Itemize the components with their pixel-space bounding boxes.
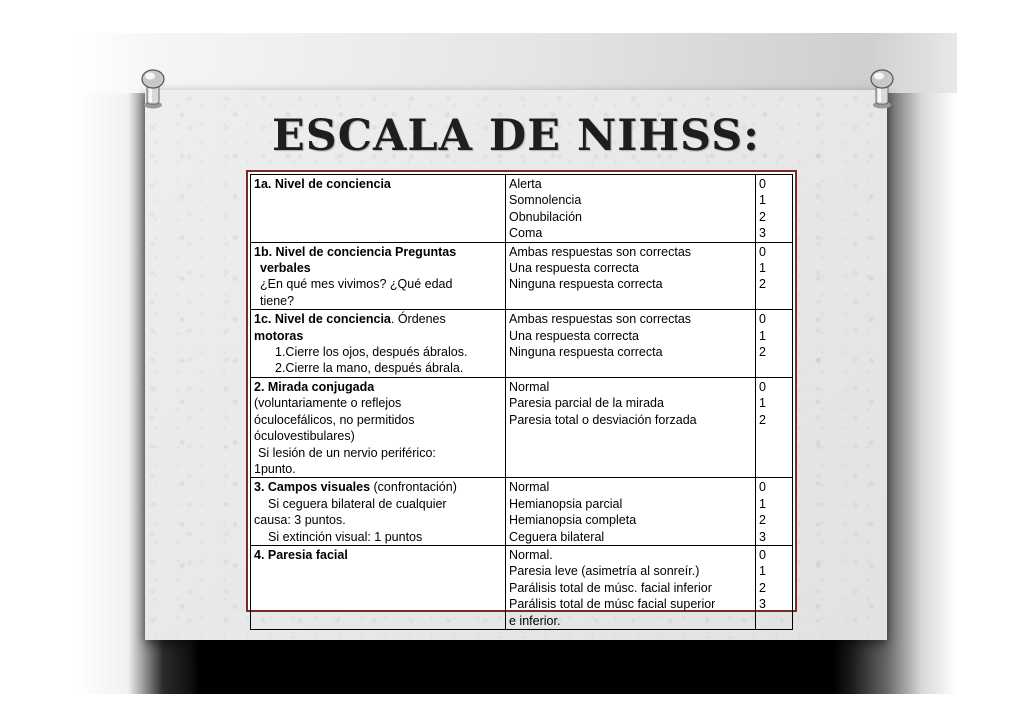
item-text: verbales (260, 261, 311, 276)
item-text: tiene? (260, 293, 295, 308)
score-text: 2 (759, 580, 766, 595)
score-cell (756, 377, 793, 477)
item-text: óculocefálicos, no permitidos (254, 412, 415, 427)
response-text: Ambas respuestas son correctas (509, 312, 692, 327)
response-text: e inferior. (509, 613, 561, 628)
item-cell (251, 310, 506, 378)
table-row (251, 377, 793, 477)
score-text: 0 (759, 547, 766, 562)
score-text: 1 (759, 396, 766, 411)
response-cell (506, 545, 756, 629)
item-text: (voluntariamente o reflejos (254, 396, 402, 411)
slide-title: ESCALA DE NIHSS: (271, 111, 761, 161)
response-cell (506, 242, 756, 310)
score-cell (756, 175, 793, 243)
item-text: Si ceguera bilateral de cualquier (268, 496, 447, 511)
response-text: Parálisis total de músc. facial inferior (509, 580, 712, 595)
response-cell (506, 478, 756, 546)
slide-background-top (75, 33, 957, 93)
item-text: 1a. Nivel de conciencia (254, 177, 391, 191)
response-text: Paresia total o desviación forzada (509, 412, 697, 427)
nihss-table (250, 174, 793, 630)
response-text: Normal (509, 480, 550, 495)
table-row (251, 545, 793, 629)
score-text: 2 (759, 412, 766, 427)
score-cell (756, 545, 793, 629)
response-text: Normal (509, 379, 550, 394)
score-text: 1 (759, 496, 766, 511)
response-cell (506, 175, 756, 243)
response-cell (506, 377, 756, 477)
score-text: 0 (759, 480, 766, 495)
score-text: 1 (759, 193, 766, 208)
score-text: 0 (759, 312, 766, 327)
item-text: 2. Mirada conjugada (254, 379, 375, 394)
response-text: Coma (509, 226, 543, 241)
item-text: 1b. Nivel de conciencia Preguntas (254, 244, 457, 259)
table-row (251, 175, 793, 243)
score-text: 1 (759, 564, 766, 579)
score-text: 3 (759, 597, 766, 612)
item-text: 1.Cierre los ojos, después ábralos. (275, 345, 468, 360)
item-cell (251, 175, 506, 243)
score-text: 0 (759, 244, 766, 259)
score-text: 2 (759, 345, 766, 360)
response-text: Somnolencia (509, 193, 582, 208)
pushpin-left-icon (137, 68, 169, 110)
score-text: 0 (759, 177, 766, 191)
item-text: causa: 3 puntos. (254, 513, 346, 528)
score-text: 1 (759, 328, 766, 343)
response-text: Una respuesta correcta (509, 328, 639, 343)
score-cell (756, 310, 793, 378)
item-text: Si extinción visual: 1 puntos (268, 529, 423, 544)
score-text: 3 (759, 226, 766, 241)
response-text: Alerta (509, 177, 542, 191)
response-text: Paresia leve (asimetría al sonreír.) (509, 564, 700, 579)
table-row (251, 478, 793, 546)
item-cell (251, 377, 506, 477)
response-text: Hemianopsia completa (509, 513, 637, 528)
response-text: Paresia parcial de la mirada (509, 396, 664, 411)
response-text: Ninguna respuesta correcta (509, 277, 663, 292)
score-text: 0 (759, 379, 766, 394)
item-cell (251, 545, 506, 629)
item-text: 3. Campos visuales (254, 480, 371, 495)
score-text: 2 (759, 209, 766, 224)
item-cell (251, 242, 506, 310)
item-text: motoras (254, 328, 304, 343)
item-text: (confrontación) (370, 480, 457, 495)
table-row (251, 242, 793, 310)
response-text: Hemianopsia parcial (509, 496, 623, 511)
response-text: Ceguera bilateral (509, 529, 605, 544)
score-cell (756, 242, 793, 310)
item-text: 1punto. (254, 461, 296, 476)
score-cell (756, 478, 793, 546)
item-text: ¿En qué mes vivimos? ¿Qué edad (260, 277, 453, 292)
item-text: . Órdenes (390, 312, 446, 327)
item-cell (251, 478, 506, 546)
pushpin-right-icon (866, 68, 898, 110)
item-text: 2.Cierre la mano, después ábrala. (275, 361, 464, 376)
table-row (251, 310, 793, 378)
response-text: Una respuesta correcta (509, 261, 639, 276)
item-text: 4. Paresia facial (254, 547, 348, 562)
score-text: 3 (759, 529, 766, 544)
response-text: Parálisis total de músc facial superior (509, 597, 716, 612)
response-text: Normal. (509, 547, 553, 562)
response-cell (506, 310, 756, 378)
response-text: Ambas respuestas son correctas (509, 244, 692, 259)
item-text: Si lesión de un nervio periférico: (258, 445, 436, 460)
score-text: 1 (759, 261, 766, 276)
score-text: 2 (759, 277, 766, 292)
response-text: Ninguna respuesta correcta (509, 345, 663, 360)
response-text: Obnubilación (509, 209, 582, 224)
item-text: 1c. Nivel de conciencia (254, 312, 391, 327)
nihss-table-container (246, 170, 797, 628)
item-text: óculovestibulares) (254, 429, 355, 444)
score-text: 2 (759, 513, 766, 528)
